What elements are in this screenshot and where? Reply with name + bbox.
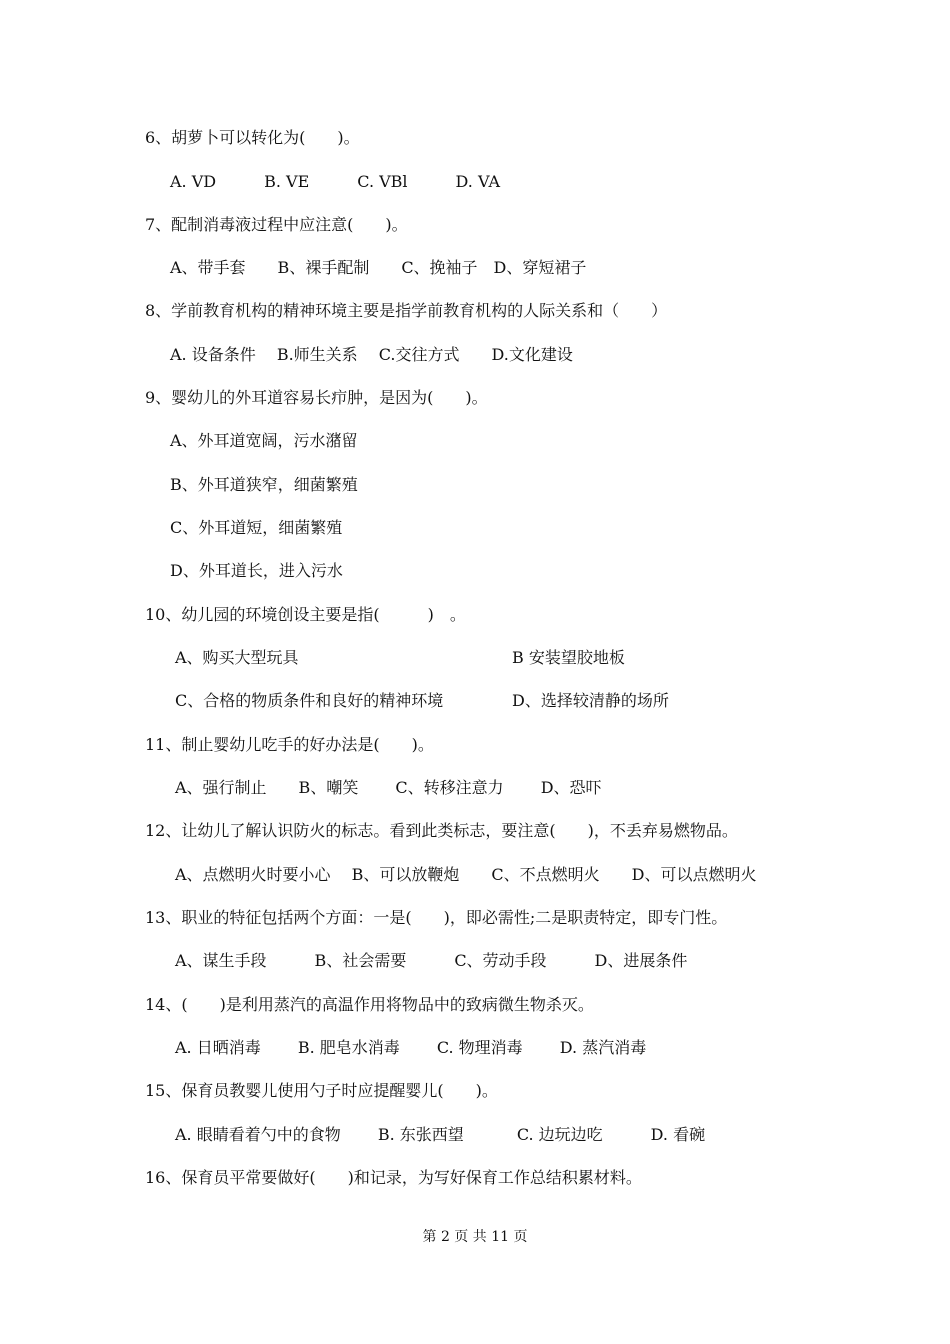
- page-footer: 第 2 页 共 11 页: [422, 1229, 528, 1245]
- question-16-stem: 16、保育员平常要做好( )和记录，为写好保育工作总结积累材料。: [145, 1168, 642, 1187]
- question-9-stem: 9、婴幼儿的外耳道容易长疖肿，是因为( )。: [145, 388, 488, 407]
- question-13-options: A、谋生手段 B、社会需要 C、劳动手段 D、进展条件: [175, 951, 688, 970]
- question-10-stem: 10、幼儿园的环境创设主要是指( ) 。: [145, 605, 466, 624]
- question-13-stem: 13、职业的特征包括两个方面：一是( )，即必需性;二是职责特定，即专门性。: [145, 908, 728, 927]
- question-14-options: A. 日晒消毒 B. 肥皂水消毒 C. 物理消毒 D. 蒸汽消毒: [175, 1038, 647, 1057]
- question-6-stem: 6、胡萝卜可以转化为( )。: [145, 128, 360, 147]
- question-11-stem: 11、制止婴幼儿吃手的好办法是( )。: [145, 735, 434, 754]
- question-9-option-d: D、外耳道长，进入污水: [170, 561, 343, 580]
- question-8-stem: 8、学前教育机构的精神环境主要是指学前教育机构的人际关系和（ ）: [145, 301, 668, 320]
- question-12-stem: 12、让幼儿了解认识防火的标志。看到此类标志，要注意( )，不丢弃易燃物品。: [145, 821, 738, 840]
- question-15-stem: 15、保育员教婴儿使用勺子时应提醒婴儿( )。: [145, 1081, 498, 1100]
- question-10-option-c: C、合格的物质条件和良好的精神环境: [175, 691, 444, 710]
- question-15-options: A. 眼睛看着勺中的食物 B. 东张西望 C. 边玩边吃 D. 看碗: [175, 1125, 706, 1144]
- question-10-option-b: B 安装望胶地板: [512, 648, 625, 667]
- question-7-stem: 7、配制消毒液过程中应注意( )。: [145, 215, 408, 234]
- question-7-options: A、带手套 B、裸手配制 C、挽袖子 D、穿短裙子: [170, 258, 587, 277]
- question-10-option-d: D、选择较清静的场所: [512, 691, 669, 710]
- question-12-options: A、点燃明火时要小心 B、可以放鞭炮 C、不点燃明火 D、可以点燃明火: [175, 865, 757, 884]
- question-9-option-c: C、外耳道短，细菌繁殖: [170, 518, 343, 537]
- question-11-options: A、强行制止 B、嘲笑 C、转移注意力 D、恐吓: [175, 778, 602, 797]
- question-14-stem: 14、( )是利用蒸汽的高温作用将物品中的致病微生物杀灭。: [145, 995, 594, 1014]
- question-8-options: A. 设备条件 B.师生关系 C.交往方式 D.文化建设: [170, 345, 573, 364]
- question-9-option-b: B、外耳道狭窄，细菌繁殖: [170, 475, 358, 494]
- question-10-option-a: A、购买大型玩具: [175, 648, 299, 667]
- question-6-options: A. VD B. VE C. VBl D. VA: [170, 172, 501, 191]
- question-9-option-a: A、外耳道宽阔，污水潴留: [170, 431, 358, 450]
